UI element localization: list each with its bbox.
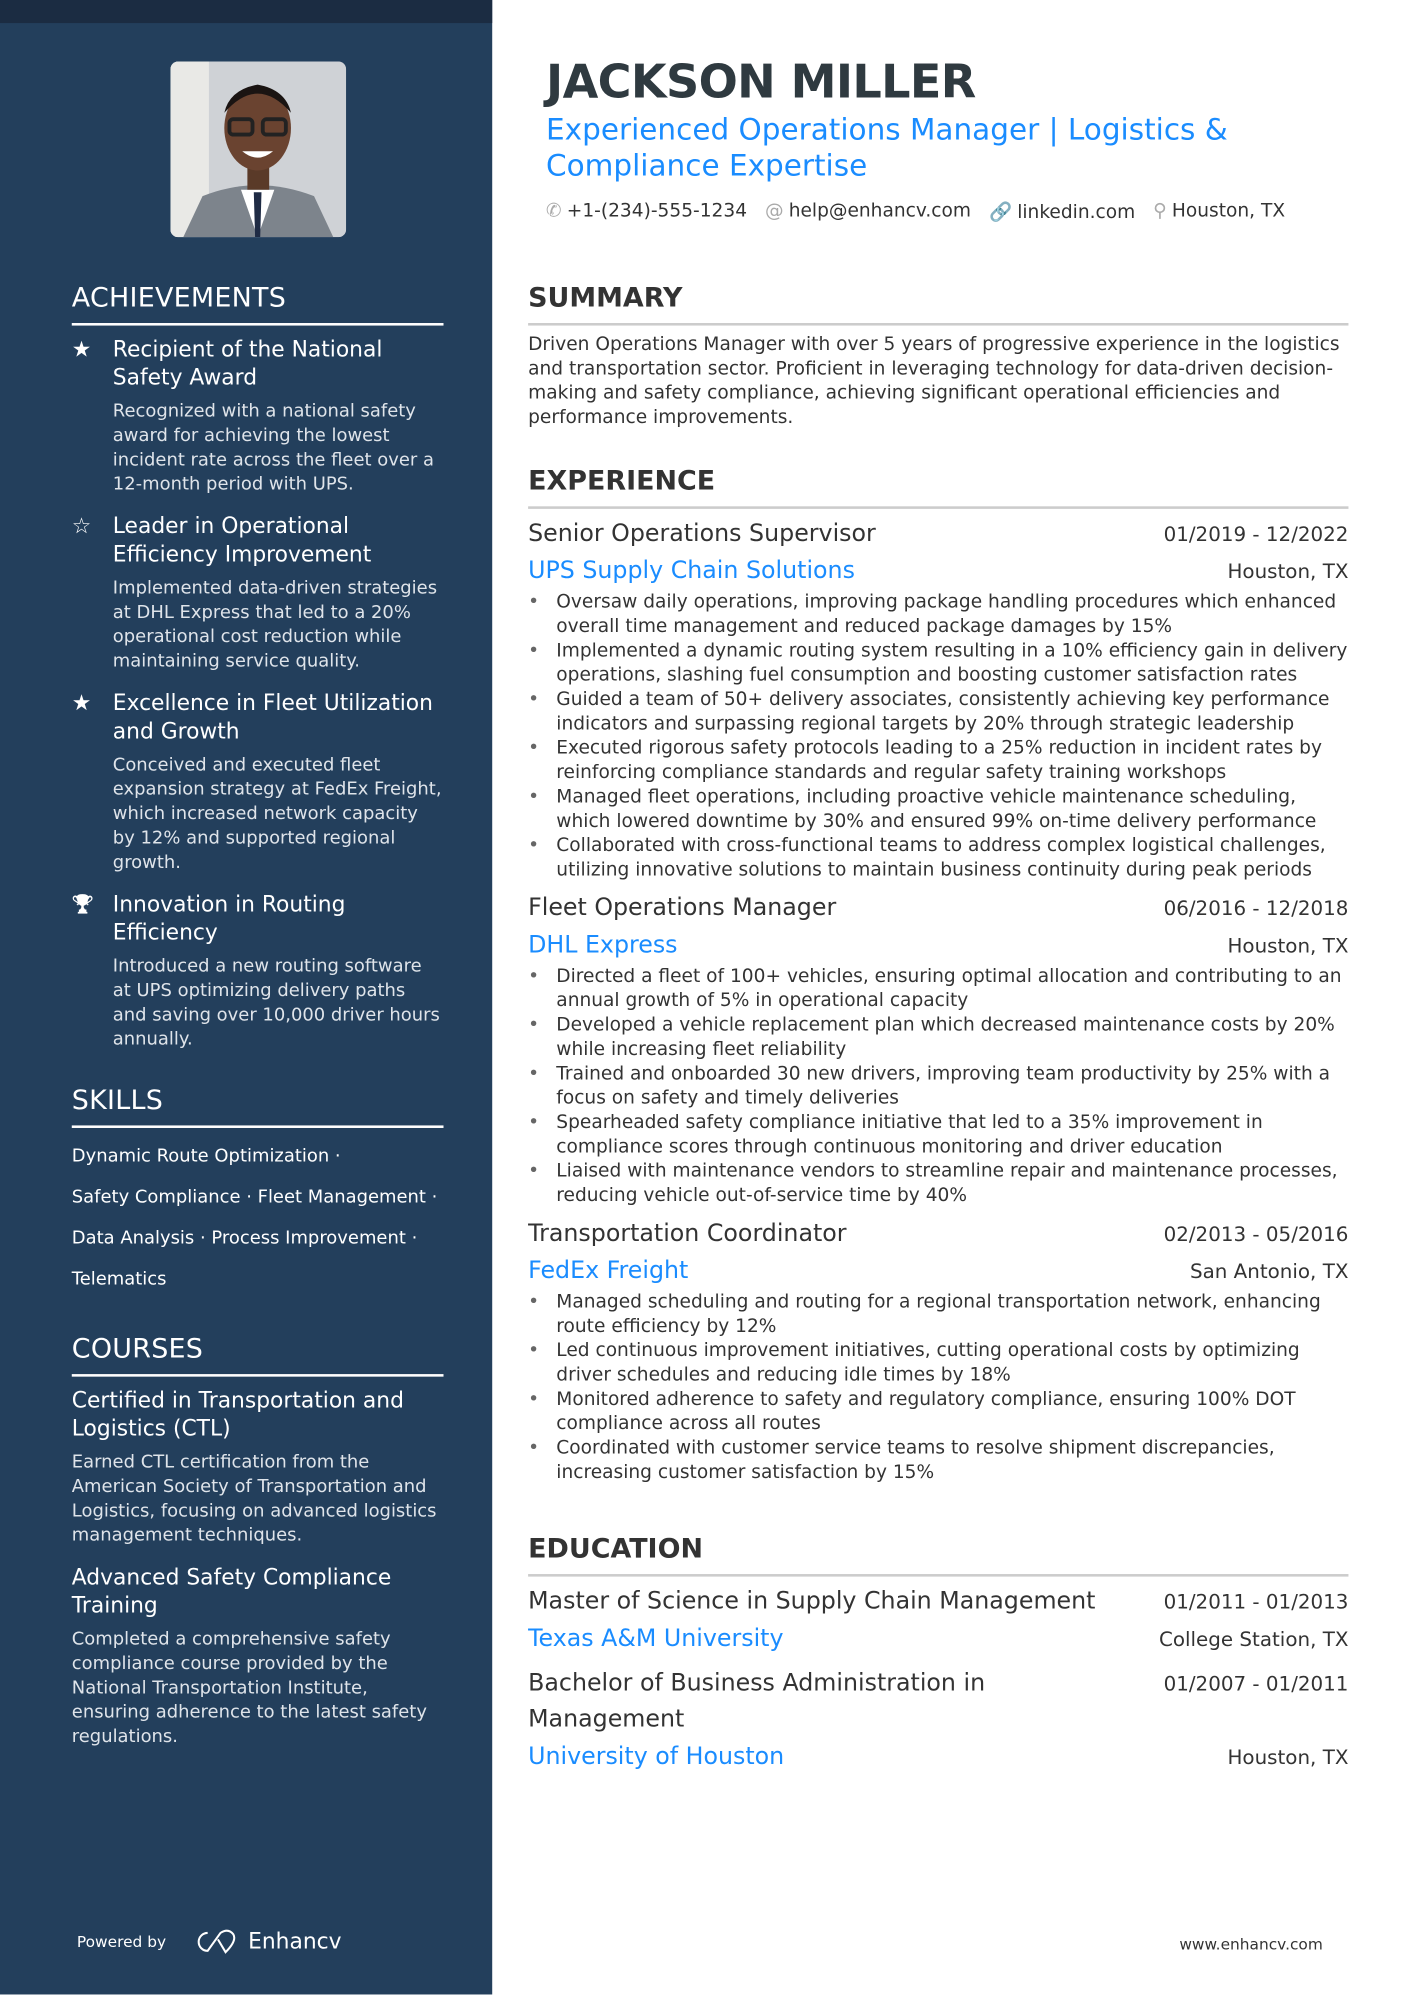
candidate-title: Experienced Operations Manager | Logistics & Compliance Expertise xyxy=(546,114,1228,184)
achievement-title: Excellence in Fleet Utilization and Growth xyxy=(112,690,433,745)
brand-name: Enhancv xyxy=(248,1929,342,1955)
enhancv-logo-icon xyxy=(192,1929,238,1955)
job-location: Houston, TX xyxy=(1227,934,1349,958)
skills-heading: SKILLS xyxy=(72,1084,444,1128)
bullet-item: • Oversaw daily operations, improving package handling procedures which enhanced overall time management and reduced package damages by 15% xyxy=(528,591,1348,640)
course-item xyxy=(72,1387,444,1549)
bullet-item: • Executed rigorous safety protocols leading to a 25% reduction in incident rates by reinforcing compliance standards and regular safety training workshops xyxy=(528,737,1348,786)
powered-by-label: Powered by xyxy=(76,1932,167,1951)
job-location: San Antonio, TX xyxy=(1189,1260,1349,1284)
course-description: Completed a comprehensive safety compliance course provided by the National Transportation Institute, ensuring adherence to the latest safety regulations. xyxy=(71,1629,427,1748)
job-location: Houston, TX xyxy=(1227,560,1349,584)
achievement-description: Introduced a new routing software at UPS optimizing delivery paths and saving over 10,000 driver hours annually. xyxy=(112,956,440,1050)
education-entry xyxy=(528,1584,1348,1658)
achievement-item xyxy=(72,891,444,1053)
achievement-description: Conceived and executed fleet expansion strategy at FedEx Freight, which increased network capacity by 12% and supported regional growth. xyxy=(112,754,442,873)
course-description: Earned CTL certification from the American Society of Transportation and Logistics, focusing on advanced logistics management techniques. xyxy=(71,1452,437,1546)
education-dates: 01/2007 - 01/2011 xyxy=(1163,1672,1349,1696)
bullet-item: • Coordinated with customer service teams to resolve shipment discrepancies, increasing customer satisfaction by 15% xyxy=(528,1437,1348,1486)
bullet-item: • Developed a vehicle replacement plan which decreased maintenance costs by 20% while increasing fleet reliability xyxy=(528,1014,1348,1063)
achievement-title: Leader in Operational Efficiency Improvement xyxy=(112,514,372,568)
bullet-item: • Led continuous improvement initiatives, cutting operational costs by optimizing driver schedules and reducing idle times by 18% xyxy=(528,1339,1348,1388)
sidebar-top-bar xyxy=(0,0,492,23)
job-bullets xyxy=(528,965,1348,1209)
education-header xyxy=(528,1584,1348,1620)
bullet-item: • Liaised with maintenance vendors to streamline repair and maintenance processes, reducing vehicle out-of-service time by 40% xyxy=(528,1160,1348,1209)
achievement-title: Recipient of the National Safety Award xyxy=(112,337,383,391)
education-location: Houston, TX xyxy=(1227,1745,1349,1769)
job-header xyxy=(528,517,1348,553)
achievement-body xyxy=(113,513,444,675)
enhancv-logo xyxy=(192,1929,342,1955)
profile-photo xyxy=(170,62,346,238)
bullet-item: • Implemented a dynamic routing system resulting in a 10% efficiency gain in delivery operations, slashing fuel consumption and boosting customer satisfaction rates xyxy=(528,640,1348,689)
education-entry xyxy=(528,1666,1348,1776)
school-name: University of Houston xyxy=(528,1743,785,1771)
education-heading: EDUCATION xyxy=(528,1533,1348,1577)
education-dates: 01/2011 - 01/2013 xyxy=(1163,1590,1349,1614)
skill-line: Telematics xyxy=(71,1268,167,1290)
job-header xyxy=(528,891,1348,927)
achievements-section xyxy=(72,282,444,1068)
job-bullets xyxy=(528,591,1348,883)
contact-item[interactable] xyxy=(546,201,747,223)
achievement-title: Innovation in Routing Efficiency xyxy=(112,892,346,946)
company-name: DHL Express xyxy=(528,931,678,959)
job-bullets xyxy=(528,1291,1348,1486)
summary-section xyxy=(528,282,1348,431)
education-location: College Station, TX xyxy=(1158,1627,1349,1651)
school-name: Texas A&M University xyxy=(528,1625,784,1653)
bullet-item: • Guided a team of 50+ delivery associates, consistently achieving key performance indicators and surpassing regional targets by 20% through strategic leadership xyxy=(528,688,1348,737)
phone-icon: ✆ xyxy=(546,201,562,222)
summary-text: Driven Operations Manager with over 5 years of progressive experience in the logistics and transportation sector. Proficient in leveraging technology for data-driven decision-making and safety compliance, achieving significant operational efficiencies and performance improvements. xyxy=(528,334,1340,429)
at-icon: @ xyxy=(764,201,784,222)
star-half-icon: ★ xyxy=(71,690,92,717)
contact-text: help@enhancv.com xyxy=(788,201,972,222)
trophy-icon: 🏆 xyxy=(71,894,95,916)
course-item xyxy=(72,1564,444,1750)
courses-heading: COURSES xyxy=(72,1333,444,1377)
skills-section xyxy=(72,1084,444,1299)
contact-row xyxy=(546,201,1285,223)
achievements-heading: ACHIEVEMENTS xyxy=(72,282,444,326)
experience-section xyxy=(528,465,1348,1493)
skill-line: Safety Compliance · Fleet Management · xyxy=(71,1186,438,1208)
contact-item[interactable] xyxy=(1153,201,1285,223)
bullet-item: • Spearheaded safety compliance initiative that led to a 35% improvement in compliance scores through continuous monitoring and driver education xyxy=(528,1111,1348,1160)
bullet-item: • Managed scheduling and routing for a regional transportation network, enhancing route efficiency by 12% xyxy=(528,1291,1348,1340)
bullet-item: • Trained and onboarded 30 new drivers, improving team productivity by 25% with a focus on safety and timely deliveries xyxy=(528,1063,1348,1112)
bullet-item: • Managed fleet operations, including proactive vehicle maintenance scheduling, which lowered downtime by 30% and ensured 99% on-time delivery performance xyxy=(528,786,1348,835)
job-entry xyxy=(528,1216,1348,1485)
achievement-item xyxy=(72,513,444,675)
star-half-icon: ★ xyxy=(71,337,92,363)
school-row xyxy=(528,1738,1348,1776)
job-company-row xyxy=(528,552,1348,590)
achievement-item xyxy=(72,690,444,876)
summary-heading: SUMMARY xyxy=(528,282,1348,326)
company-name: UPS Supply Chain Solutions xyxy=(528,557,855,585)
achievement-body xyxy=(113,891,444,1053)
powered-by xyxy=(77,1929,342,1955)
contact-text: linkedin.com xyxy=(1017,202,1136,224)
contact-text: +1-(234)-555-1234 xyxy=(566,201,748,222)
candidate-name: JACKSON MILLER xyxy=(546,56,976,109)
job-entry xyxy=(528,517,1348,884)
degree: Master of Science in Supply Chain Management xyxy=(528,1588,1096,1616)
footer-url[interactable]: www.enhancv.com xyxy=(1179,1935,1323,1954)
location-pin-icon: ⚲ xyxy=(1153,201,1167,222)
skill-line: Dynamic Route Optimization · xyxy=(71,1145,341,1167)
achievement-item xyxy=(72,336,444,498)
experience-heading: EXPERIENCE xyxy=(528,465,1348,509)
courses-section xyxy=(72,1333,444,1765)
job-header xyxy=(528,1216,1348,1252)
job-dates: 02/2013 - 05/2016 xyxy=(1163,1222,1349,1246)
achievement-description: Implemented data-driven strategies at DHL Express that led to a 20% operational cost reduction while maintaining service quality. xyxy=(112,578,438,672)
job-company-row xyxy=(528,927,1348,965)
job-dates: 01/2019 - 12/2022 xyxy=(1163,522,1349,547)
contact-item[interactable] xyxy=(989,201,1135,223)
job-role: Transportation Coordinator xyxy=(528,1220,847,1248)
contact-text: Houston, TX xyxy=(1171,201,1286,222)
star-outline-icon: ☆ xyxy=(71,514,92,540)
contact-item[interactable] xyxy=(765,201,971,223)
sidebar xyxy=(0,0,492,1994)
job-entry xyxy=(528,891,1348,1209)
degree: Bachelor of Business Administration in Management xyxy=(528,1670,986,1733)
course-title: Advanced Safety Compliance Training xyxy=(71,1565,392,1619)
achievement-body xyxy=(113,690,444,876)
bullet-item: • Directed a fleet of 100+ vehicles, ensuring optimal allocation and contributing to an annual growth of 5% in operational capacity xyxy=(528,965,1348,1014)
education-section xyxy=(528,1533,1348,1784)
job-role: Senior Operations Supervisor xyxy=(528,520,876,548)
school-row xyxy=(528,1620,1348,1658)
skill-line: Data Analysis · Process Improvement · xyxy=(71,1227,418,1249)
bullet-item: • Monitored adherence to safety and regulatory compliance, ensuring 100% DOT compliance across all routes xyxy=(528,1388,1348,1437)
course-title: Certified in Transportation and Logistics (CTL) xyxy=(71,1388,404,1443)
company-name: FedEx Freight xyxy=(528,1257,689,1285)
education-header xyxy=(528,1666,1348,1738)
bullet-item: • Collaborated with cross-functional teams to address complex logistical challenges, utilizing innovative solutions to maintain business continuity during peak periods xyxy=(528,834,1348,883)
achievement-body xyxy=(113,336,444,498)
job-role: Fleet Operations Manager xyxy=(528,894,837,922)
link-icon: 🔗 xyxy=(988,202,1013,224)
job-dates: 06/2016 - 12/2018 xyxy=(1163,897,1349,921)
job-company-row xyxy=(528,1252,1348,1290)
achievement-description: Recognized with a national safety award for achieving the lowest incident rate across the fleet over a 12-month period with UPS. xyxy=(112,401,434,495)
